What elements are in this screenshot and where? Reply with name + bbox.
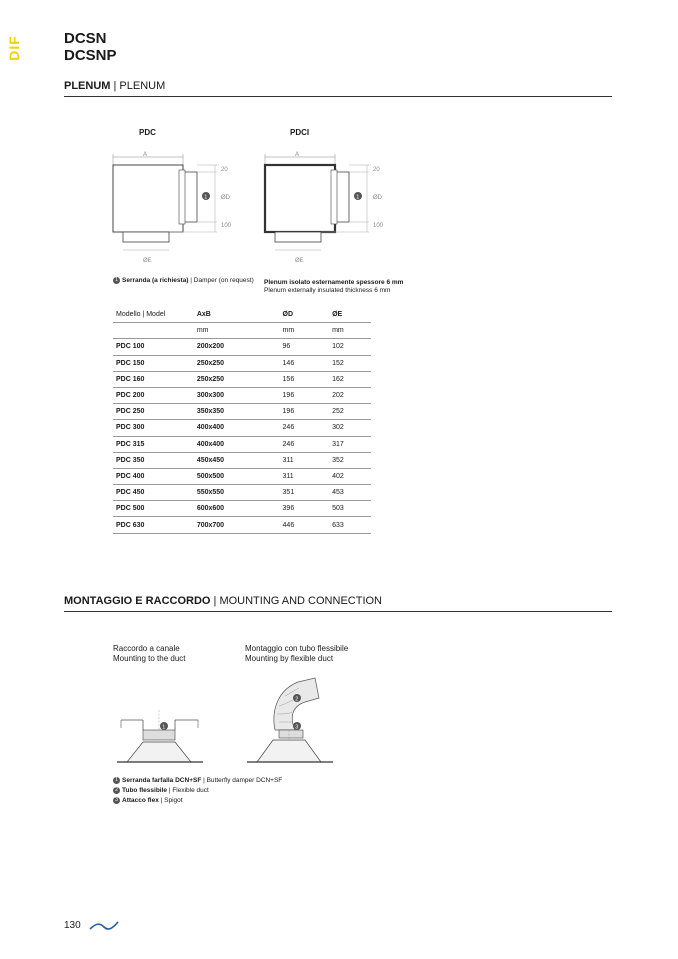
damper-note-bold: Serranda (a richiesta) xyxy=(122,277,189,285)
table-units-row xyxy=(113,323,371,339)
table-row xyxy=(113,339,371,355)
plenum-heading-rest: | PLENUM xyxy=(110,80,166,92)
plenum-heading xyxy=(64,80,165,92)
cell-d: 246 xyxy=(280,436,330,452)
table-row xyxy=(113,387,371,403)
cell-d: 246 xyxy=(280,420,330,436)
cell-model: PDC 630 xyxy=(113,517,194,533)
mounting-legend xyxy=(113,776,282,806)
cell-e: 317 xyxy=(329,436,371,452)
duct-mount-it: Raccordo a canale xyxy=(113,644,180,653)
duct-mount-label xyxy=(113,644,186,664)
legend-marker: 2 xyxy=(113,787,120,794)
legend-rest: | Butterfly damper DCN+SF xyxy=(201,777,283,784)
unit-cell: mm xyxy=(329,323,371,339)
legend-bold: Attacco flex xyxy=(122,797,159,804)
damper-note xyxy=(113,277,254,285)
cell-axb: 250x250 xyxy=(194,355,280,371)
damper-note-rest: | Damper (on request) xyxy=(188,277,254,285)
damper-note-marker: 1 xyxy=(113,277,120,284)
legend-marker: 3 xyxy=(113,797,120,804)
plenum-rule xyxy=(64,96,612,97)
cell-e: 102 xyxy=(329,339,371,355)
cell-e: 302 xyxy=(329,420,371,436)
cell-d: 146 xyxy=(280,355,330,371)
unit-cell: mm xyxy=(280,323,330,339)
cell-d: 196 xyxy=(280,387,330,403)
pdci-dim-e: ØE xyxy=(295,258,304,264)
mounting-heading xyxy=(64,595,382,607)
unit-cell: mm xyxy=(194,323,280,339)
mounting-heading-bold: MONTAGGIO E RACCORDO xyxy=(64,595,211,607)
pdci-dim-20: 20 xyxy=(373,167,380,173)
legend-bold: Serranda farfalla DCN+SF xyxy=(122,777,202,784)
legend-rest: | Spigot xyxy=(158,797,183,804)
cell-d: 96 xyxy=(280,339,330,355)
cell-axb: 350x350 xyxy=(194,404,280,420)
cell-d: 396 xyxy=(280,501,330,517)
flex-mount-it: Montaggio con tubo flessibile xyxy=(245,644,349,653)
pdc-dim-e: ØE xyxy=(143,258,152,264)
cell-e: 352 xyxy=(329,452,371,468)
duct-marker-1-text: 1 xyxy=(162,724,166,731)
pdci-label: PDCI xyxy=(290,128,310,137)
table-row xyxy=(113,485,371,501)
table-row xyxy=(113,355,371,371)
flex-mount-en: Mounting by flexible duct xyxy=(245,654,334,663)
cell-d: 311 xyxy=(280,468,330,484)
pdc-marker-1-text: 1 xyxy=(204,194,208,201)
cell-axb: 700x700 xyxy=(194,517,280,533)
flex-mount-label xyxy=(245,644,348,664)
insulated-note-line2: Plenum externally insulated thickness 6 mm xyxy=(264,287,391,294)
pdci-dim-a: A xyxy=(295,152,300,158)
legend-item xyxy=(113,796,282,806)
cell-e: 252 xyxy=(329,404,371,420)
side-tab-label: DIF xyxy=(5,35,22,61)
table-row xyxy=(113,371,371,387)
table-row xyxy=(113,468,371,484)
cell-axb: 250x250 xyxy=(194,371,280,387)
cell-e: 503 xyxy=(329,501,371,517)
side-tab xyxy=(5,30,25,70)
cell-axb: 600x600 xyxy=(194,501,280,517)
spec-table xyxy=(113,307,371,534)
pdc-dim-100: 100 xyxy=(221,223,232,229)
pdc-dim-a: A xyxy=(143,152,148,158)
pdci-dim-100: 100 xyxy=(373,223,384,229)
cell-model: PDC 160 xyxy=(113,371,194,387)
plenum-heading-bold: PLENUM xyxy=(64,80,111,92)
cell-model: PDC 450 xyxy=(113,485,194,501)
cell-axb: 450x450 xyxy=(194,452,280,468)
cell-model: PDC 300 xyxy=(113,420,194,436)
cell-axb: 200x200 xyxy=(194,339,280,355)
cell-axb: 400x400 xyxy=(194,436,280,452)
cell-e: 453 xyxy=(329,485,371,501)
flex-marker-3-text: 3 xyxy=(295,724,299,731)
flex-marker-2-text: 2 xyxy=(295,696,299,703)
page-number: 130 xyxy=(64,920,81,931)
cell-model: PDC 315 xyxy=(113,436,194,452)
pdc-diagram xyxy=(105,145,245,265)
title-line-1: DCSN xyxy=(64,30,107,47)
cell-model: PDC 250 xyxy=(113,404,194,420)
header-d: ØD xyxy=(280,307,330,323)
cell-d: 446 xyxy=(280,517,330,533)
cell-model: PDC 500 xyxy=(113,501,194,517)
duct-mount-en: Mounting to the duct xyxy=(113,654,186,663)
duct-mount-diagram xyxy=(113,700,208,770)
cell-e: 162 xyxy=(329,371,371,387)
title-line-2: DCSNP xyxy=(64,47,117,64)
table-row xyxy=(113,517,371,533)
pdc-dim-d: ØD xyxy=(221,195,230,201)
cell-model: PDC 350 xyxy=(113,452,194,468)
header-axb: AxB xyxy=(194,307,280,323)
legend-bold: Tubo flessibile xyxy=(122,787,168,794)
cell-d: 311 xyxy=(280,452,330,468)
legend-item xyxy=(113,786,282,796)
insulated-note xyxy=(264,279,403,295)
page-title xyxy=(64,30,117,64)
insulated-note-line1: Plenum isolato esternamente spessore 6 mm xyxy=(264,279,404,286)
cell-axb: 400x400 xyxy=(194,420,280,436)
cell-model: PDC 400 xyxy=(113,468,194,484)
cell-model: PDC 100 xyxy=(113,339,194,355)
header-e: ØE xyxy=(329,307,371,323)
cell-d: 351 xyxy=(280,485,330,501)
legend-item xyxy=(113,776,282,786)
cell-e: 633 xyxy=(329,517,371,533)
cell-model: PDC 200 xyxy=(113,387,194,403)
mounting-heading-rest: | MOUNTING AND CONNECTION xyxy=(210,595,382,607)
cell-e: 402 xyxy=(329,468,371,484)
cell-axb: 500x500 xyxy=(194,468,280,484)
table-header-row xyxy=(113,307,371,323)
table-row xyxy=(113,420,371,436)
cell-axb: 300x300 xyxy=(194,387,280,403)
cell-d: 156 xyxy=(280,371,330,387)
header-model: Modello | Model xyxy=(113,307,194,323)
mounting-rule xyxy=(64,611,612,612)
legend-rest: | Flexible duct xyxy=(167,787,209,794)
cell-d: 196 xyxy=(280,404,330,420)
cell-e: 152 xyxy=(329,355,371,371)
cell-axb: 550x550 xyxy=(194,485,280,501)
pdci-dim-d: ØD xyxy=(373,195,382,201)
table-row xyxy=(113,436,371,452)
unit-cell xyxy=(113,323,194,339)
table-row xyxy=(113,501,371,517)
table-row xyxy=(113,404,371,420)
pdc-label: PDC xyxy=(139,128,156,137)
brand-wave-icon xyxy=(88,919,120,933)
cell-e: 202 xyxy=(329,387,371,403)
cell-model: PDC 150 xyxy=(113,355,194,371)
pdci-diagram xyxy=(257,145,397,265)
legend-marker: 1 xyxy=(113,777,120,784)
table-row xyxy=(113,452,371,468)
pdc-dim-20: 20 xyxy=(221,167,228,173)
pdci-marker-1-text: 1 xyxy=(356,194,360,201)
flex-mount-diagram xyxy=(243,670,338,770)
